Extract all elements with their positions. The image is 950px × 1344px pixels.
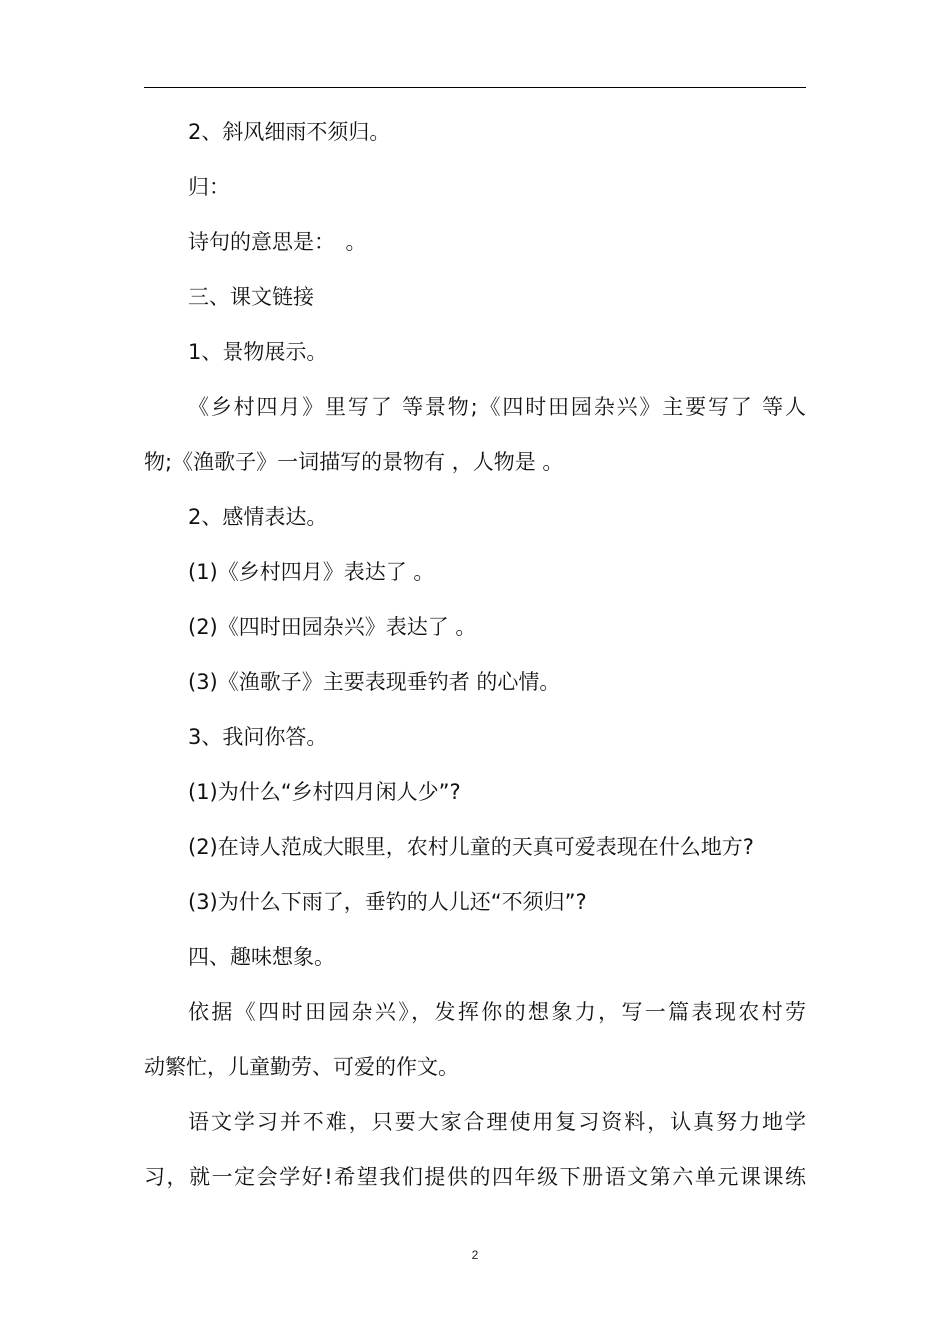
scenery-display-heading: 1、景物展示。 [188, 340, 328, 364]
paragraph-row: 《乡村四月》里写了 等景物;《四时田园杂兴》主要写了 等人 [188, 395, 806, 419]
emotion-item-2: (2)《四时田园杂兴》表达了 。 [188, 615, 477, 639]
paragraph-row: 语文学习并不难，只要大家合理使用复习资料，认真努力地学 [188, 1110, 806, 1134]
paragraph-row: 动繁忙，儿童勤劳、可爱的作文。 [144, 1055, 459, 1079]
question-2-line: 2、斜风细雨不须归。 [188, 120, 391, 144]
qa-item-3: (3)为什么下雨了，垂钓的人儿还“不须归”? [188, 890, 587, 914]
gui-definition-line: 归： [188, 175, 230, 199]
emotion-heading: 2、感情表达。 [188, 505, 328, 529]
scenery-paragraph [144, 393, 806, 476]
header-rule [144, 87, 806, 88]
imagination-paragraph [144, 998, 806, 1081]
qa-heading: 3、我问你答。 [188, 725, 328, 749]
paragraph-row: 依据《四时田园杂兴》，发挥你的想象力，写一篇表现农村劳 [188, 1000, 806, 1024]
section-3-heading: 三、课文链接 [188, 285, 314, 309]
paragraph-row: 习，就一定会学好!希望我们提供的四年级下册语文第六单元课课练 [144, 1165, 806, 1189]
qa-item-1: (1)为什么“乡村四月闲人少”? [188, 780, 461, 804]
qa-item-2: (2)在诗人范成大眼里，农村儿童的天真可爱表现在什么地方? [188, 835, 754, 859]
emotion-item-1: (1)《乡村四月》表达了 。 [188, 560, 435, 584]
page-number: 2 [471, 1248, 479, 1262]
paragraph-row: 物;《渔歌子》一词描写的景物有 ，人物是 。 [144, 450, 564, 474]
emotion-item-3: (3)《渔歌子》主要表现垂钓者 的心情。 [188, 670, 561, 694]
document-body [144, 118, 806, 1218]
closing-paragraph [144, 1108, 806, 1191]
section-4-heading: 四、趣味想象。 [188, 945, 335, 969]
poem-meaning-line: 诗句的意思是： 。 [188, 230, 367, 254]
